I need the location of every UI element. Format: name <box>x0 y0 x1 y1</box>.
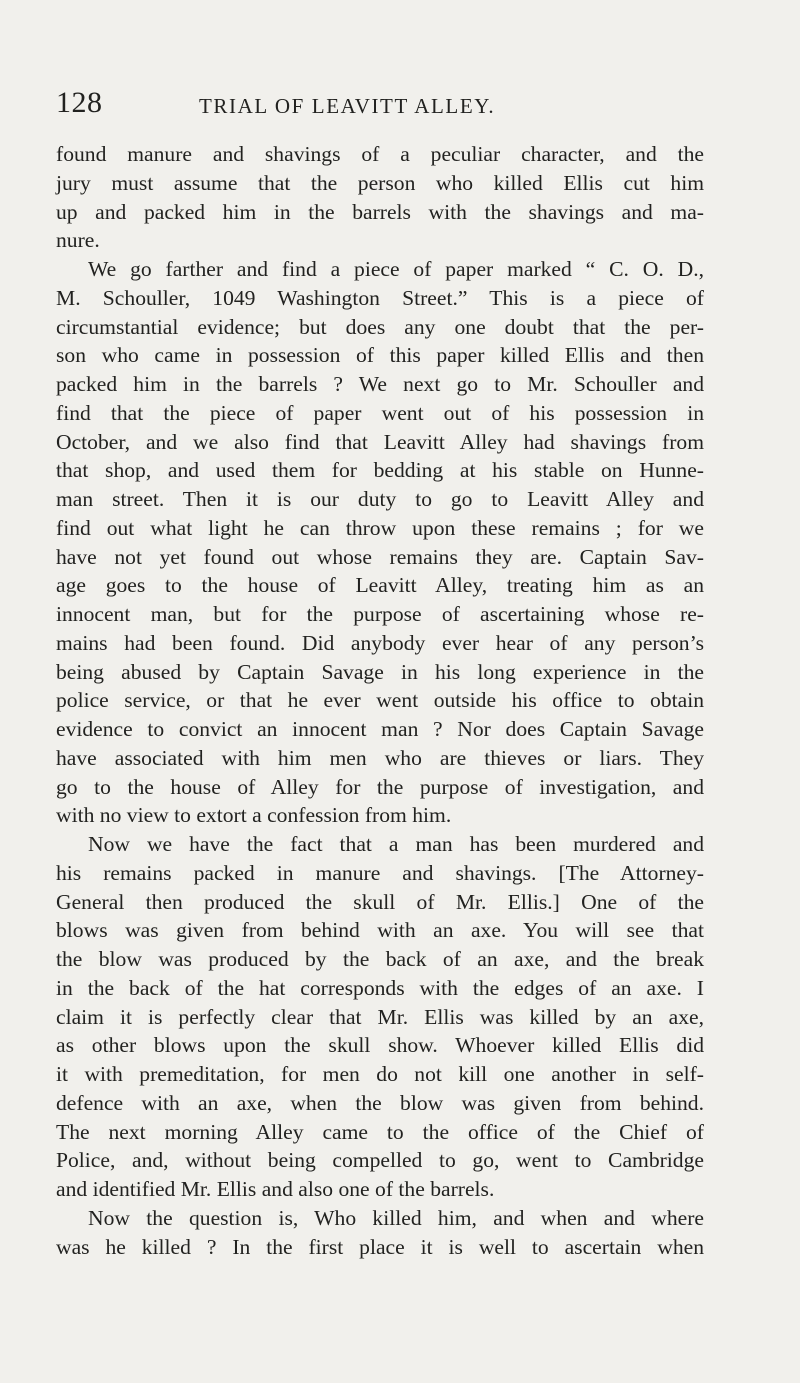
text-line: with no view to extort a confession from him. <box>56 803 452 828</box>
text-line: Now we have the fact that a man has been murdered and <box>88 832 704 856</box>
text-line: have not yet found out whose remains they are. Captain Sav- <box>56 544 704 569</box>
paragraph <box>56 255 704 830</box>
body-text <box>56 140 704 1261</box>
text-line: and identified Mr. Ellis and also one of the barrels. <box>56 1177 495 1201</box>
paragraph <box>56 1204 704 1262</box>
text-line: it with premeditation, for men do not kill one another in self- <box>56 1062 704 1086</box>
text-line: October, and we also find that Leavitt Alley had shavings from <box>56 429 704 454</box>
text-line: up and packed him in the barrels with the shavings and ma- <box>56 199 704 224</box>
text-line: blows was given from behind with an axe. You will see that <box>56 918 704 943</box>
paragraph <box>56 140 704 255</box>
text-line: police service, or that he ever went outside his office to obtain <box>56 688 704 713</box>
text-line: nure. <box>56 228 100 253</box>
paragraph <box>56 830 704 1204</box>
text-line: was he killed ? In the first place it is well to ascertain when <box>56 1234 704 1259</box>
text-line: man street. Then it is our duty to go to Leavitt Alley and <box>56 487 704 511</box>
text-line: find that the piece of paper went out of his possession in <box>56 400 704 425</box>
text-line: Police, and, without being compelled to go, went to Cambridge <box>56 1148 704 1173</box>
text-line: Now the question is, Who killed him, and when and where <box>88 1205 704 1230</box>
text-line: We go farther and find a piece of paper marked “ C. O. D., <box>88 257 704 281</box>
text-line: his remains packed in manure and shavings. [The Attorney- <box>56 860 704 885</box>
text-line: as other blows upon the skull show. Whoever killed Ellis did <box>56 1033 704 1058</box>
running-title: TRIAL OF LEAVITT ALLEY. <box>199 94 496 118</box>
text-line: circumstantial evidence; but does any one doubt that the per- <box>56 314 704 339</box>
text-line: M. Schouller, 1049 Washington Street.” This is a piece of <box>56 285 704 310</box>
text-line: The next morning Alley came to the office of the Chief of <box>56 1119 704 1144</box>
text-line: in the back of the hat corresponds with the edges of an axe. I <box>56 975 704 1000</box>
text-line: being abused by Captain Savage in his long experience in the <box>56 659 704 684</box>
text-line: have associated with him men who are thieves or liars. They <box>56 745 704 770</box>
text-line: the blow was produced by the back of an axe, and the break <box>56 947 704 971</box>
text-line: evidence to convict an innocent man ? Nor does Captain Savage <box>56 717 704 741</box>
page-number: 128 <box>56 86 103 119</box>
running-head <box>56 86 706 126</box>
text-line: innocent man, but for the purpose of ascertaining whose re- <box>56 602 704 626</box>
text-line: General then produced the skull of Mr. Ellis.] One of the <box>56 889 704 914</box>
text-line: go to the house of Alley for the purpose of investigation, and <box>56 774 704 799</box>
text-line: age goes to the house of Leavitt Alley, treating him as an <box>56 573 704 598</box>
text-line: found manure and shavings of a peculiar character, and the <box>56 142 704 166</box>
text-line: defence with an axe, when the blow was given from behind. <box>56 1090 704 1115</box>
text-line: find out what light he can throw upon these remains ; for we <box>56 515 704 540</box>
text-line: claim it is perfectly clear that Mr. Ellis was killed by an axe, <box>56 1004 704 1029</box>
text-line: mains had been found. Did anybody ever hear of any person’s <box>56 630 704 655</box>
text-line: son who came in possession of this paper killed Ellis and then <box>56 343 704 368</box>
text-line: that shop, and used them for bedding at his stable on Hunne- <box>56 458 704 483</box>
text-line: jury must assume that the person who killed Ellis cut him <box>56 170 704 195</box>
text-line: packed him in the barrels ? We next go to Mr. Schouller and <box>56 372 704 396</box>
